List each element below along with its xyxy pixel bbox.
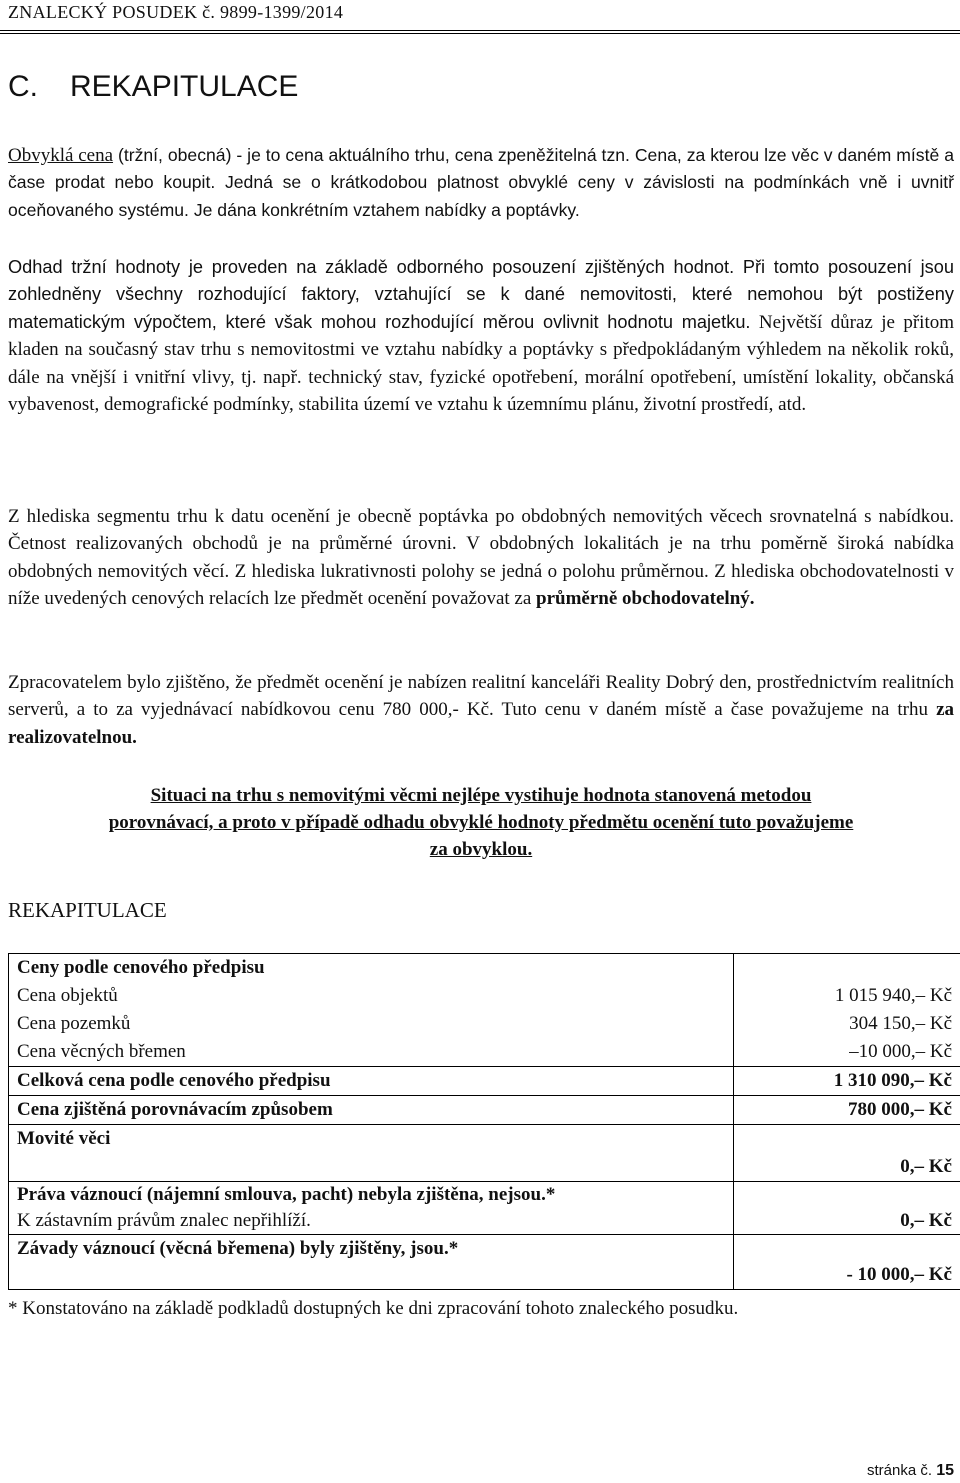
group-title-amount bbox=[734, 954, 960, 983]
page-number bbox=[867, 1462, 954, 1480]
footnote: * Konstatováno na základě podkladů dostupných ke dni zpracování tohoto znaleckého posudku. bbox=[8, 1298, 739, 1319]
comparative-amount: 780 000,– Kč bbox=[734, 1096, 960, 1125]
paragraph-obvykla-cena bbox=[8, 142, 954, 224]
term-obvykla-cena: Obvyklá cena bbox=[8, 145, 114, 166]
table-row bbox=[9, 1067, 960, 1096]
section-heading: REKAPITULACE bbox=[70, 70, 299, 103]
rekapitulace-title: REKAPITULACE bbox=[8, 898, 167, 922]
table-row bbox=[9, 1096, 960, 1125]
page-label: stránka č. bbox=[867, 1462, 933, 1479]
rights-label: Práva váznoucí (nájemní smlouva, pacht) nebyla zjištěna, nejsou.* bbox=[17, 1184, 556, 1205]
paragraph-zpracovatel bbox=[8, 669, 954, 751]
summary-table bbox=[8, 953, 960, 1290]
table-row bbox=[9, 1038, 960, 1067]
rights-cell bbox=[9, 1182, 734, 1235]
table-row bbox=[9, 982, 960, 1010]
pledge-amount: 0,– Kč bbox=[734, 1182, 960, 1235]
defects-label: Závady váznoucí (věcná břemena) byly zjištěny, jsou.* bbox=[9, 1235, 734, 1290]
pledge-label: K zástavním právům znalec nepřihlíží. bbox=[17, 1210, 311, 1231]
obvykla-cena-definition: (tržní, obecná) - je to cena aktuálního trhu, cena zpeněžitelná tzn. Cena, za kterou lze věc v daném místě a čase prodat nebo koupit. Jedná se o krátkodobou platnost obvyklé ceny v závislosti na podmínkách vně i uvnitř oceňovaného systému. Je dána konkrétním vztahem nabídky a poptávky. bbox=[8, 145, 954, 220]
conclusion-line-2: porovnávací, a proto v případě odhadu obvyklé hodnoty předmětu ocenění tuto považujeme bbox=[108, 812, 854, 833]
zpracovatel-text: Zpracovatelem bylo zjištěno, že předmět ocenění je nabízen realitní kanceláři Reality Dobrý den, prostřednictvím realitních serverů, a to za vyjednávací nabídkovou cenu 780 000,- Kč. Tuto cenu v daném místě a čase považujeme na trhu bbox=[8, 672, 954, 721]
conclusion-statement bbox=[8, 782, 954, 863]
conclusion-line-3: za obvyklou. bbox=[429, 839, 533, 860]
row-label: Cena objektů bbox=[9, 982, 734, 1010]
segment-bold: průměrně obchodovatelný. bbox=[536, 587, 755, 609]
odhad-serif-text: Největší důraz je přitom kladen na současný stav trhu s nemovitostmi ve vztahu nabídky a poptávky s předpokládaným výhledem na několik roků, dále na vnější i vnitřní vlivy, tj. např. technický stav, fyzické opotřebení, morální opotřebení, umístění lokality, občanská vybavenost, demografické podmínky, stabilita území ve vztahu k územnímu plánu, životní prostředí, atd. bbox=[8, 311, 954, 415]
table-row bbox=[9, 1010, 960, 1038]
section-title bbox=[8, 70, 298, 104]
odhad-sans-text: Odhad tržní hodnoty je proveden na základě odborného posouzení zjištěných hodnot. Při tomto posouzení jsou zohledněny všechny rozhodující faktory, vztahující se k dané nemovitosti, které nemohou být postiženy matematickým výpočtem, které však mohou rozhodující měrou ovlivnit hodnotu majetku. bbox=[8, 257, 954, 332]
defects-amount: - 10 000,– Kč bbox=[734, 1235, 960, 1290]
total-amount: 1 310 090,– Kč bbox=[734, 1067, 960, 1096]
comparative-label: Cena zjištěná porovnávacím způsobem bbox=[9, 1096, 734, 1125]
table-row bbox=[9, 1125, 960, 1182]
row-amount: 304 150,– Kč bbox=[734, 1010, 960, 1038]
paragraph-odhad bbox=[8, 254, 954, 418]
group-title: Ceny podle cenového předpisu bbox=[9, 954, 734, 983]
section-letter: C. bbox=[8, 70, 38, 103]
row-amount: 1 015 940,– Kč bbox=[734, 982, 960, 1010]
table-row bbox=[9, 1182, 960, 1235]
header-rule bbox=[0, 30, 960, 31]
document-header: ZNALECKÝ POSUDEK č. 9899-1399/2014 bbox=[8, 2, 344, 22]
row-label: Cena věcných břemen bbox=[9, 1038, 734, 1067]
row-amount: –10 000,– Kč bbox=[734, 1038, 960, 1067]
table-row bbox=[9, 954, 960, 983]
movables-amount: 0,– Kč bbox=[734, 1125, 960, 1182]
paragraph-segment bbox=[8, 503, 954, 612]
total-label: Celková cena podle cenového předpisu bbox=[9, 1067, 734, 1096]
segment-text: Z hlediska segmentu trhu k datu ocenění je obecně poptávka po obdobných nemovitých věcech srovnatelná s nabídkou. Četnost realizovaných obchodů je na průměrné úrovni. V obdobných lokalitách je na trhu poměrně široká nabídka obdobných nemovitých věcí. Z hlediska lukrativnosti polohy se jedná o polohu průměrnou. Z hlediska obchodovatelnosti v níže uvedených cenových relacích lze předmět ocenění považovat za bbox=[8, 506, 954, 609]
conclusion-line-1: Situaci na trhu s nemovitými věcmi nejlépe vystihuje hodnota stanovená metodou bbox=[150, 785, 812, 806]
page-number-value: 15 bbox=[936, 1462, 954, 1479]
row-label: Cena pozemků bbox=[9, 1010, 734, 1038]
zpracovatel-bold: za realizovatelnou. bbox=[8, 699, 954, 748]
table-row bbox=[9, 1235, 960, 1290]
movables-label: Movité věci bbox=[9, 1125, 734, 1182]
header-rule-secondary bbox=[0, 33, 960, 34]
